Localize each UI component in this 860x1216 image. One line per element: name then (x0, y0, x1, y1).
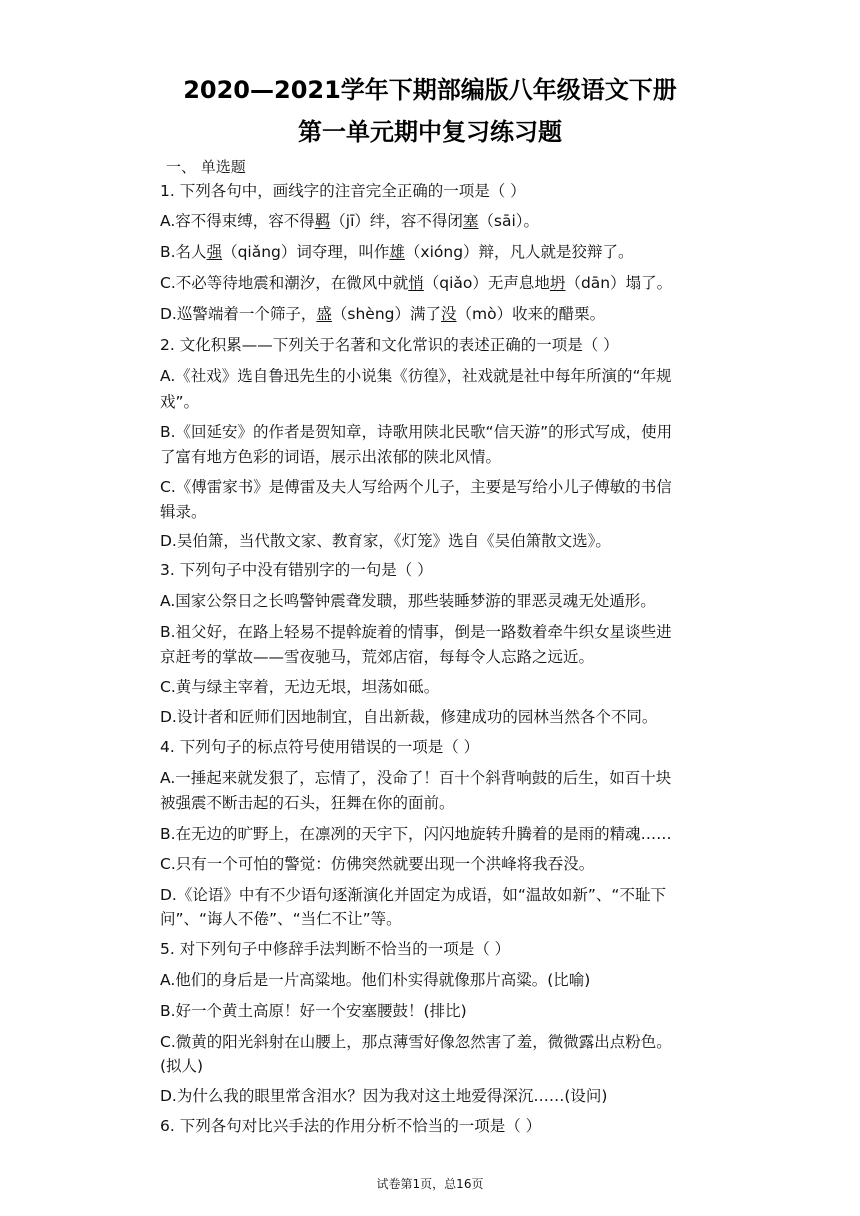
question-5-option-c: C.微黄的阳光斜射在山腰上，那点薄雪好像忽然害了羞，微微露出点粉色。 (160, 1033, 672, 1051)
question-3-option-b-cont: 京赶考的掌故——雪夜驰马，荒郊店宿，每每令人忘路之远近。 (160, 648, 595, 666)
underlined-char: 雄 (389, 243, 405, 261)
question-1-option-b: B.名人强（qiǎng）词夺理，叫作雄（xióng）辩，凡人就是狡辩了。 (160, 243, 634, 261)
question-3-option-a: A.国家公祭日之长鸣警钟震聋发聩，那些装睡梦游的罪恶灵魂无处遁形。 (160, 592, 656, 610)
question-2-stem: 2. 文化积累——下列关于名著和文化常识的表述正确的一项是（ ） (160, 336, 619, 354)
underlined-char: 盛 (316, 305, 332, 323)
question-4-option-b: B.在无边的旷野上，在凛冽的天宇下，闪闪地旋转升腾着的是雨的精魂…… (160, 825, 672, 843)
question-1-stem: 1. 下列各句中，画线字的注音完全正确的一项是（ ） (160, 182, 526, 200)
question-2-option-b: B.《回延安》的作者是贺知章，诗歌用陕北民歌“信天游”的形式写成，使用 (160, 423, 673, 441)
question-3-option-d: D.设计者和匠师们因地制宜，自出新裁，修建成功的园林当然各个不同。 (160, 708, 658, 726)
question-5-option-a: A.他们的身后是一片高粱地。他们朴实得就像那片高粱。(比喻) (160, 971, 591, 989)
question-4-option-d: D.《论语》中有不少语句逐渐演化并固定为成语，如“温故如新”、“不耻下 (160, 886, 666, 904)
question-2-option-c-cont: 辑录。 (160, 503, 207, 521)
document-title: 2020—2021学年下期部编版八年级语文下册 (183, 76, 677, 104)
question-2-option-d: D.吴伯箫，当代散文家、教育家，《灯笼》选自《吴伯箫散文选》。 (160, 532, 611, 550)
question-1-option-a: A.容不得束缚，容不得羁（jī）绊，容不得闭塞（sāi）。 (160, 212, 540, 230)
question-1-option-c: C.不必等待地震和潮汐，在微风中就悄（qiǎo）无声息地坍（dān）塌了。 (160, 274, 673, 292)
question-5-stem: 5. 对下列句子中修辞手法判断不恰当的一项是（ ） (160, 940, 511, 958)
underlined-char: 坍 (549, 274, 566, 292)
underlined-char: 悄 (408, 274, 424, 292)
question-1-option-d: D.巡警端着一个筛子，盛（shèng）满了没（mò）收来的醋栗。 (160, 305, 606, 323)
question-3-stem: 3. 下列句子中没有错别字的一句是（ ） (160, 561, 433, 579)
question-6-stem: 6. 下列各句对比兴手法的作用分析不恰当的一项是（ ） (160, 1117, 542, 1135)
question-2-option-c: C.《傅雷家书》是傅雷及夫人写给两个儿子，主要是写给小儿子傅敏的书信 (160, 478, 672, 496)
underlined-char: 没 (441, 305, 457, 323)
question-5-option-c-cont: (拟人) (160, 1057, 204, 1075)
underlined-char: 塞 (462, 212, 479, 230)
question-5-option-d: D.为什么我的眼里常含泪水？因为我对这土地爱得深沉……(设问) (160, 1087, 608, 1105)
question-4-option-a-cont: 被强震不断击起的石头，狂舞在你的面前。 (160, 794, 455, 812)
document-subtitle: 第一单元期中复习练习题 (298, 118, 562, 146)
question-4-option-a: A.一捶起来就发狠了，忘情了，没命了！百十个斜背响鼓的后生，如百十块 (160, 769, 672, 787)
question-4-stem: 4. 下列句子的标点符号使用错误的一项是（ ） (160, 738, 480, 756)
question-3-option-c: C.黄与绿主宰着，无边无垠，坦荡如砥。 (160, 678, 440, 696)
underlined-char: 羁 (314, 212, 331, 230)
question-3-option-b: B.祖父好，在路上轻易不提斡旋着的情事，倒是一路数着牵牛织女星谈些进 (160, 623, 672, 641)
question-4-option-c: C.只有一个可怕的警觉：仿佛突然就要出现一个洪峰将我吞没。 (160, 855, 595, 873)
question-2-option-a-cont: 戏”。 (160, 393, 200, 411)
page-footer: 试卷第1页，总16页 (376, 1177, 484, 1191)
question-5-option-b: B.好一个黄土高原！好一个安塞腰鼓！(排比) (160, 1002, 467, 1020)
question-2-option-b-cont: 了富有地方色彩的词语，展示出浓郁的陕北风情。 (160, 448, 502, 466)
underlined-char: 强 (206, 243, 223, 261)
question-4-option-d-cont: 问”、“诲人不倦”、“当仁不让”等。 (160, 910, 402, 928)
section-heading: 一、 单选题 (166, 158, 246, 176)
question-2-option-a: A.《社戏》选自鲁迅先生的小说集《彷徨》，社戏就是社中每年所演的“年规 (160, 367, 672, 385)
